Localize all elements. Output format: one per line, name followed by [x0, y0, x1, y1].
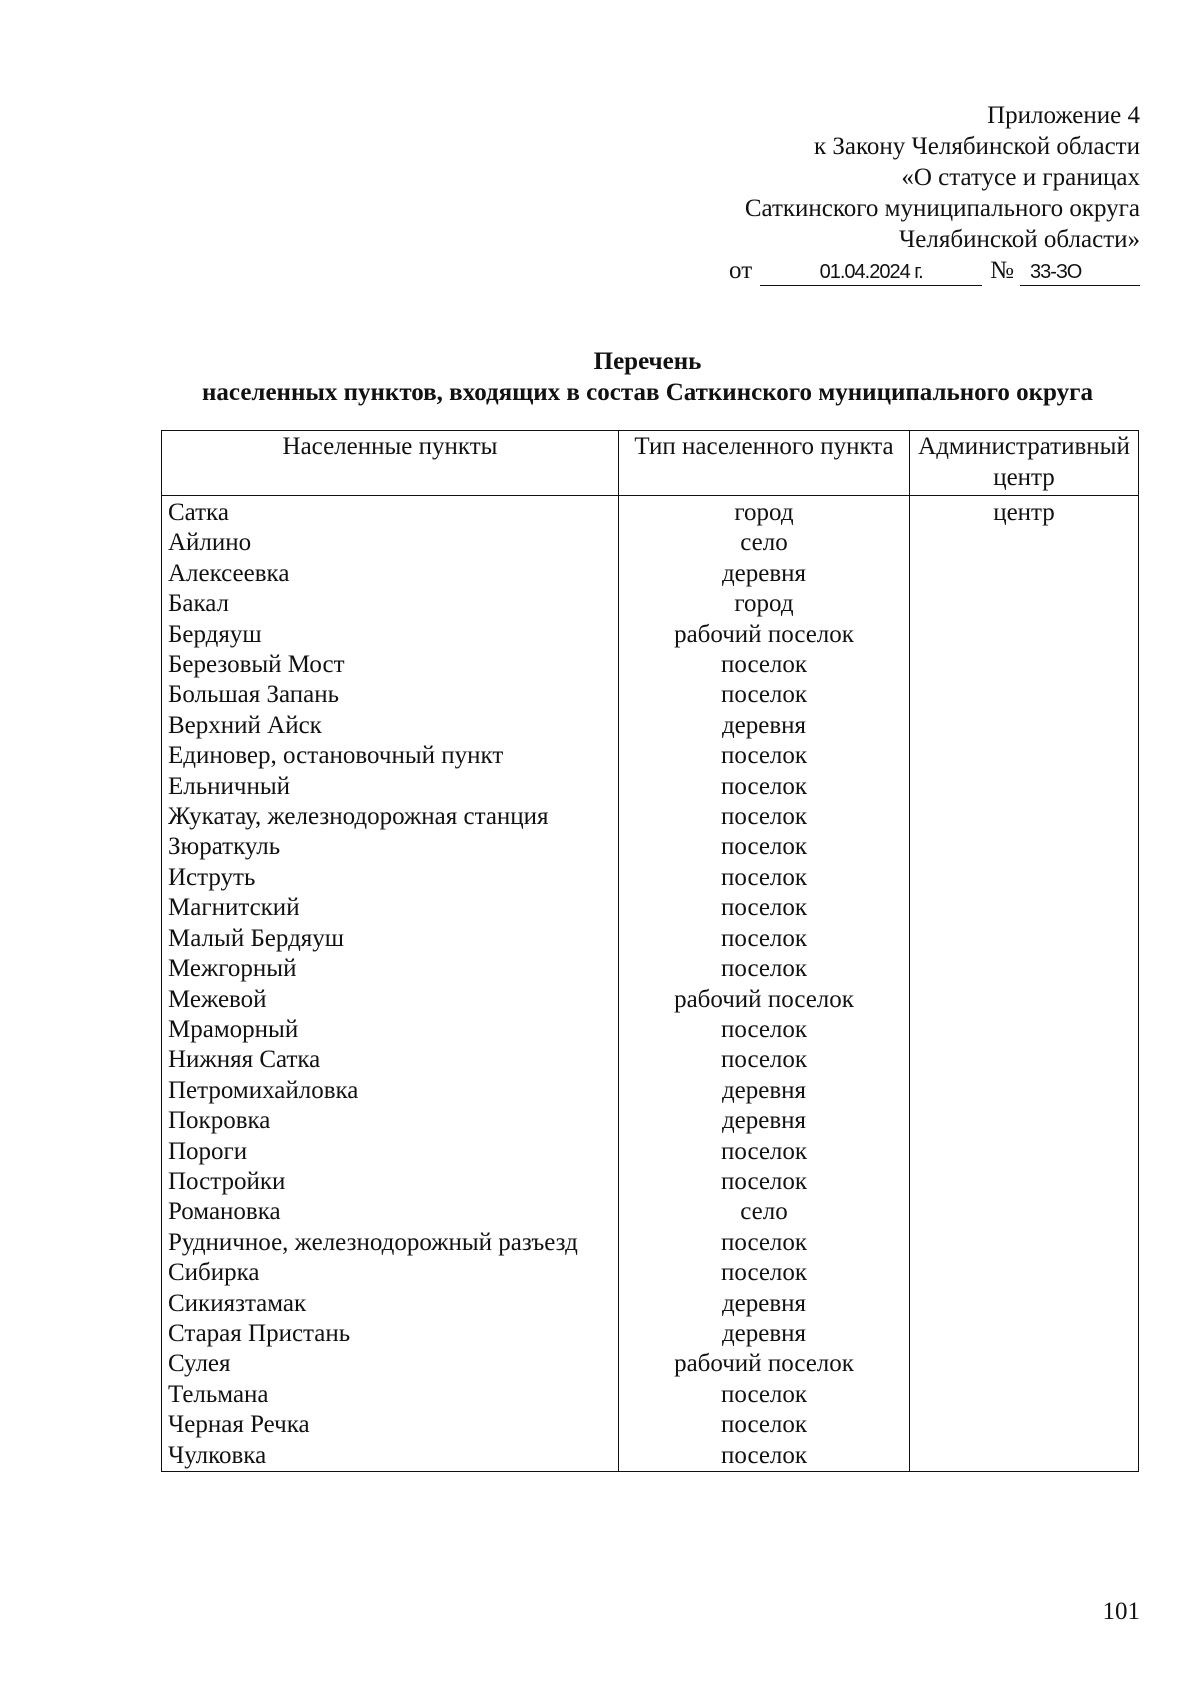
- settlement-type: поселок: [619, 1167, 910, 1197]
- table-row: [162, 711, 1139, 741]
- admin-center: [910, 620, 1139, 650]
- admin-center: центр: [910, 496, 1139, 529]
- settlement-name: Большая Запань: [162, 680, 619, 710]
- table-row: [162, 1441, 1139, 1472]
- settlement-name: Алексеевка: [162, 559, 619, 589]
- table-row: [162, 650, 1139, 680]
- admin-center: [910, 1015, 1139, 1045]
- table-row: [162, 1228, 1139, 1258]
- admin-center: [910, 1380, 1139, 1410]
- settlement-name: Ельничный: [162, 772, 619, 802]
- table-row: [162, 496, 1139, 529]
- admin-center: [910, 559, 1139, 589]
- header-admin-center: Административный центр: [910, 431, 1139, 496]
- admin-center: [910, 863, 1139, 893]
- settlement-type: город: [619, 496, 910, 529]
- admin-center: [910, 1319, 1139, 1349]
- settlement-type: поселок: [619, 863, 910, 893]
- settlement-name: Магнитский: [162, 893, 619, 923]
- document-title: [160, 346, 1135, 408]
- law-reference: к Закону Челябинской области: [814, 133, 1140, 160]
- table-row: [162, 620, 1139, 650]
- settlement-name: Зюраткуль: [162, 832, 619, 862]
- title-line-2: населенных пунктов, входящих в состав Саткинского муниципального округа: [202, 379, 1093, 406]
- settlement-name: Верхний Айск: [162, 711, 619, 741]
- settlement-name: Бердяуш: [162, 620, 619, 650]
- table-row: [162, 1258, 1139, 1288]
- from-label: от: [729, 257, 753, 284]
- header-settlements: Населенные пункты: [162, 431, 619, 496]
- settlement-type: поселок: [619, 924, 910, 954]
- settlement-type: поселок: [619, 1137, 910, 1167]
- settlement-name: Иструть: [162, 863, 619, 893]
- admin-center: [910, 832, 1139, 862]
- admin-center: [910, 924, 1139, 954]
- table-row: [162, 1106, 1139, 1136]
- table-row: [162, 528, 1139, 558]
- settlement-name: Айлино: [162, 528, 619, 558]
- appendix-header: [540, 100, 1140, 286]
- settlement-type: поселок: [619, 741, 910, 771]
- settlement-type: поселок: [619, 1380, 910, 1410]
- settlement-type: село: [619, 1197, 910, 1227]
- admin-center: [910, 893, 1139, 923]
- admin-center: [910, 1137, 1139, 1167]
- settlement-type: поселок: [619, 832, 910, 862]
- table-row: [162, 802, 1139, 832]
- settlement-name: Жукатау, железнодорожная станция: [162, 802, 619, 832]
- settlement-type: поселок: [619, 954, 910, 984]
- page-number: 101: [1102, 1598, 1140, 1625]
- settlement-name: Сулея: [162, 1349, 619, 1379]
- law-date: 01.04.2024 г.: [760, 259, 982, 286]
- admin-center: [910, 1289, 1139, 1319]
- admin-center: [910, 1258, 1139, 1288]
- settlement-name: Рудничное, железнодорожный разъезд: [162, 1228, 619, 1258]
- settlement-type: город: [619, 589, 910, 619]
- settlement-name: Сикиязтамак: [162, 1289, 619, 1319]
- admin-center: [910, 985, 1139, 1015]
- settlement-name: Черная Речка: [162, 1410, 619, 1440]
- table-row: [162, 741, 1139, 771]
- settlement-name: Мраморный: [162, 1015, 619, 1045]
- law-number: 33-ЗО: [1020, 259, 1140, 286]
- settlement-name: Межевой: [162, 985, 619, 1015]
- settlement-type: деревня: [619, 1289, 910, 1319]
- appendix-label: Приложение 4: [987, 102, 1140, 129]
- table-row: [162, 1137, 1139, 1167]
- settlement-type: село: [619, 528, 910, 558]
- number-label: №: [990, 257, 1014, 284]
- table-body: [162, 496, 1139, 1472]
- table-row: [162, 1076, 1139, 1106]
- title-line-1: Перечень: [593, 348, 702, 375]
- admin-center: [910, 589, 1139, 619]
- settlement-type: поселок: [619, 772, 910, 802]
- settlement-type: рабочий поселок: [619, 985, 910, 1015]
- table-row: [162, 772, 1139, 802]
- settlement-type: поселок: [619, 680, 910, 710]
- admin-center: [910, 650, 1139, 680]
- settlement-name: Старая Пристань: [162, 1319, 619, 1349]
- table-row: [162, 832, 1139, 862]
- law-date-number: [540, 255, 1140, 286]
- law-title-line-2: Саткинского муниципального округа: [744, 195, 1140, 222]
- admin-center: [910, 1197, 1139, 1227]
- settlement-type: деревня: [619, 711, 910, 741]
- settlement-type: рабочий поселок: [619, 1349, 910, 1379]
- settlements-table: [161, 430, 1139, 1472]
- admin-center: [910, 1076, 1139, 1106]
- table-row: [162, 1349, 1139, 1379]
- admin-center: [910, 1106, 1139, 1136]
- settlement-type: поселок: [619, 1015, 910, 1045]
- settlement-name: Сатка: [162, 496, 619, 529]
- admin-center: [910, 528, 1139, 558]
- table-row: [162, 924, 1139, 954]
- admin-center: [910, 680, 1139, 710]
- table-row: [162, 893, 1139, 923]
- settlement-type: поселок: [619, 893, 910, 923]
- table-row: [162, 589, 1139, 619]
- settlement-type: поселок: [619, 802, 910, 832]
- settlement-name: Покровка: [162, 1106, 619, 1136]
- admin-center: [910, 1167, 1139, 1197]
- admin-center: [910, 1228, 1139, 1258]
- admin-center: [910, 1045, 1139, 1075]
- admin-center: [910, 802, 1139, 832]
- settlement-type: рабочий поселок: [619, 620, 910, 650]
- settlement-type: поселок: [619, 1410, 910, 1440]
- settlement-name: Малый Бердяуш: [162, 924, 619, 954]
- settlement-name: Нижняя Сатка: [162, 1045, 619, 1075]
- table-row: [162, 1015, 1139, 1045]
- settlement-name: Пороги: [162, 1137, 619, 1167]
- settlement-type: поселок: [619, 1228, 910, 1258]
- settlement-name: Петромихайловка: [162, 1076, 619, 1106]
- admin-center: [910, 741, 1139, 771]
- table-row: [162, 1197, 1139, 1227]
- table-row: [162, 863, 1139, 893]
- settlement-type: деревня: [619, 1106, 910, 1136]
- admin-center: [910, 711, 1139, 741]
- admin-center: [910, 1410, 1139, 1440]
- settlement-name: Межгорный: [162, 954, 619, 984]
- table-row: [162, 985, 1139, 1015]
- settlement-type: поселок: [619, 650, 910, 680]
- settlement-name: Бакал: [162, 589, 619, 619]
- settlement-type: деревня: [619, 1319, 910, 1349]
- admin-center: [910, 1441, 1139, 1472]
- admin-center: [910, 1349, 1139, 1379]
- settlement-name: Тельмана: [162, 1380, 619, 1410]
- settlement-type: поселок: [619, 1441, 910, 1472]
- table-header-row: [162, 431, 1139, 496]
- admin-center: [910, 772, 1139, 802]
- header-settlement-type: Тип населенного пункта: [619, 431, 910, 496]
- settlement-name: Романовка: [162, 1197, 619, 1227]
- settlement-name: Сибирка: [162, 1258, 619, 1288]
- table-row: [162, 1410, 1139, 1440]
- table-row: [162, 1045, 1139, 1075]
- admin-center: [910, 954, 1139, 984]
- settlement-type: поселок: [619, 1258, 910, 1288]
- table-row: [162, 1289, 1139, 1319]
- settlement-type: деревня: [619, 559, 910, 589]
- settlement-name: Березовый Мост: [162, 650, 619, 680]
- settlement-name: Чулковка: [162, 1441, 619, 1472]
- settlement-name: Единовер, остановочный пункт: [162, 741, 619, 771]
- law-title-line-1: «О статусе и границах: [901, 164, 1140, 191]
- table-row: [162, 954, 1139, 984]
- table-row: [162, 1167, 1139, 1197]
- law-title-line-3: Челябинской области»: [899, 226, 1140, 253]
- settlement-type: поселок: [619, 1045, 910, 1075]
- settlement-name: Постройки: [162, 1167, 619, 1197]
- table-row: [162, 1380, 1139, 1410]
- settlement-type: деревня: [619, 1076, 910, 1106]
- table-row: [162, 559, 1139, 589]
- table-row: [162, 680, 1139, 710]
- table-row: [162, 1319, 1139, 1349]
